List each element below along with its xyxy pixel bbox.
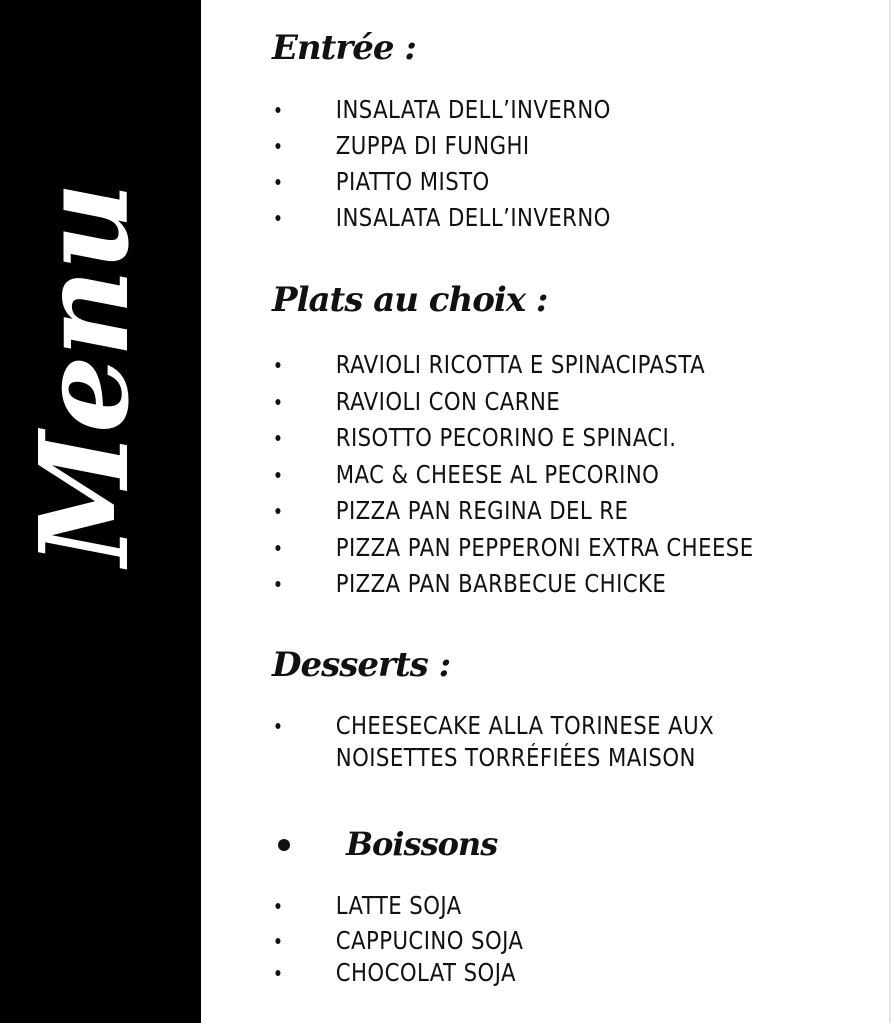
bullet-icon — [275, 723, 280, 729]
bullet-icon — [275, 970, 280, 976]
list-item: CHEESECAKE ALLA TORINESE AUX — [272, 710, 714, 742]
bullet-icon — [275, 435, 280, 441]
bullet-icon — [275, 143, 280, 149]
list-item: INSALATA DELL’INVERNO — [272, 200, 611, 236]
bullet-icon — [275, 581, 280, 587]
bullet-icon — [275, 508, 280, 514]
list-item: CHOCOLAT SOJA — [272, 958, 523, 988]
section-heading-entree: Entrée : — [272, 28, 416, 68]
list-item: PIATTO MISTO — [272, 164, 611, 200]
list-item: RAVIOLI RICOTTA E SPINACIPASTA — [272, 347, 754, 384]
bullet-icon — [275, 399, 280, 405]
section-heading-plats: Plats au choix : — [272, 280, 548, 320]
list-item-continuation: NOISETTES TORRÉFIÉES MAISON — [335, 743, 696, 772]
boissons-header — [272, 825, 572, 865]
section-heading-boissons: Boissons — [346, 825, 498, 863]
large-bullet-icon — [278, 839, 290, 851]
bullet-icon — [275, 107, 280, 113]
bullet-icon — [275, 179, 280, 185]
list-item: MAC & CHEESE AL PECORINO — [272, 457, 754, 494]
section-heading-desserts: Desserts : — [272, 645, 451, 685]
bullet-icon — [275, 938, 280, 944]
bullet-icon — [275, 472, 280, 478]
list-item: ZUPPA DI FUNGHI — [272, 128, 611, 164]
list-item: RAVIOLI CON CARNE — [272, 384, 754, 421]
menu-title: Menu — [12, 183, 156, 567]
bullet-icon — [275, 362, 280, 368]
list-item: INSALATA DELL’INVERNO — [272, 92, 611, 128]
bullet-icon — [275, 215, 280, 221]
list-item: PIZZA PAN PEPPERONI EXTRA CHEESE — [272, 530, 754, 567]
bullet-icon — [275, 545, 280, 551]
entree-list — [272, 92, 671, 236]
list-item: RISOTTO PECORINO E SPINACI. — [272, 420, 754, 457]
bullet-icon — [275, 903, 280, 909]
list-item: PIZZA PAN BARBECUE CHICKE — [272, 566, 754, 603]
list-item: LATTE SOJA — [272, 888, 523, 924]
plats-list — [272, 347, 839, 603]
menu-sidebar — [0, 0, 201, 1023]
boissons-list — [272, 888, 568, 988]
list-item: PIZZA PAN REGINA DEL RE — [272, 493, 754, 530]
list-item: CAPPUCINO SOJA — [272, 924, 523, 958]
desserts-list — [272, 710, 792, 774]
